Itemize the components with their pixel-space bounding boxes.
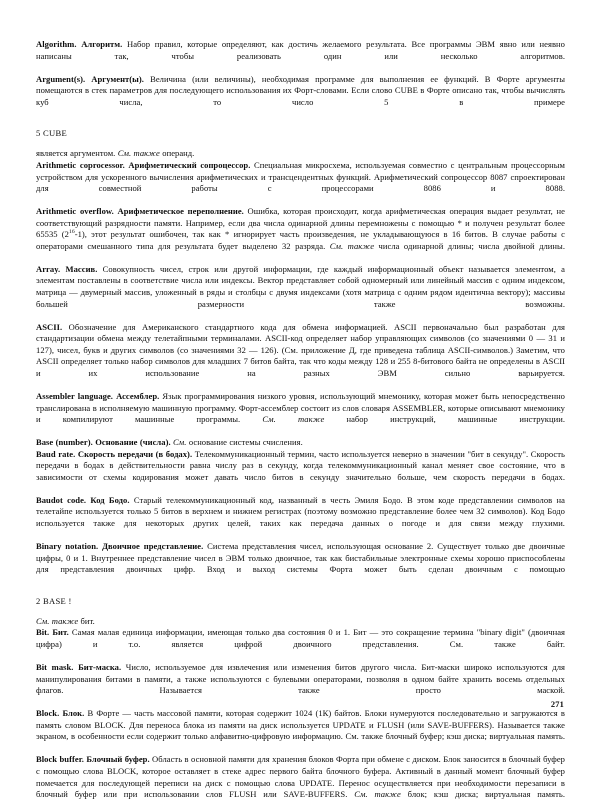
term-ru: Массив.	[65, 263, 98, 274]
see-also-label: См. также	[117, 148, 160, 159]
exponent: 16	[68, 229, 75, 236]
entry-body: Величина (или величины), необходимая программе для выполнения ее функций. В Форте аргументы помещаются в стек параметров для последующего использования их Форт-словами. Если слово CUBE в Форте описано так, чтобы вычислять куб числа, то число 5 в примере	[36, 73, 565, 107]
code-example-base: 2 BASE !	[36, 595, 72, 606]
term-en: Arithmetic coprocessor.	[36, 160, 125, 171]
entry-body: основание системы счисления.	[186, 437, 303, 448]
term-ru: Блочный буфер.	[86, 754, 150, 765]
term-en: Argument(s).	[36, 73, 86, 84]
see-also-ref	[262, 414, 324, 424]
glossary-entry-assembler-language	[36, 391, 565, 437]
term-ru: Блок.	[62, 708, 85, 719]
see-also-ref	[354, 789, 401, 799]
entry-body-part2: -1), этот результат ошибочен, так как * игнорирует часть произведения, не укладывающуюся в 16 битов. В случае работы с операторами смешанного типа для результата будет выделено 32 разряда.	[36, 229, 565, 251]
glossary-entry-arithmetic-coprocessor	[36, 160, 565, 206]
glossary-entry-binary-notation	[36, 541, 565, 587]
term-en: Assembler language.	[36, 390, 113, 401]
term-en: Baud rate.	[36, 448, 76, 459]
term-ru: Аргумент(ы).	[91, 73, 144, 84]
entry-body-post: бит.	[78, 615, 95, 626]
glossary-entry-arguments	[36, 74, 565, 120]
term-en: Array.	[36, 263, 61, 274]
entry-body: Самая малая единица информации, имеющая только два состояния 0 и 1. Бит — это сокращение термина "binary digit" (двоичная цифра) и т.о. является цифрой двоичного представления. См. также байт.	[36, 627, 565, 649]
see-also-label: См. также	[354, 789, 401, 800]
glossary-body	[36, 39, 565, 812]
term-en: Block.	[36, 708, 60, 719]
glossary-entry-bit	[36, 627, 565, 662]
glossary-entry-baudot-code	[36, 495, 565, 541]
term-en: Baudot code.	[36, 494, 87, 505]
glossary-entry-algorithm	[36, 39, 565, 74]
term-ru: Арифметическое переполнение.	[117, 206, 244, 217]
entry-body: Совокупность чисел, строк или другой информации, где каждый информационный объект называется элементом, а элементам поставлены в соответствие числа или индексы. Вектор представляет собой одномерный или линейный массив с одним индексом, матрица — двумерный массив, уложенный в ряды и столбцы с двумя индексами (хотя матрица с одним рядом идентична вектору); массивы большей размерности также возможны.	[36, 263, 565, 309]
term-ru: Двоичное представление.	[102, 541, 204, 552]
term-en: ASCII.	[36, 321, 63, 332]
entry-body: Телекоммуникационный термин, часто используется неверно в значении "бит в секунду". Скорость передачи в бодах в действительности равна числу раз в секунду, когда телекоммуникационный канал меняет свое состояние, что в зависимости от схемы кодирования может давать число битов в секунду значительно больше, чем скорость передачи в бодах.	[36, 448, 565, 482]
see-also-label: См.	[173, 437, 187, 448]
glossary-entry-baud-rate	[36, 449, 565, 495]
entry-body-part1: Область в основной памяти для хранения блоков Форта при обмене с диском. Блок заносится в блочный буфер с помощью слова BLOCK, которое оставляет в стеке адрес первого байта блочного буфера. Активный в данный момент блочный буфер помечается для последующей переписи на диск с помощью слова UPDATE. Перенос осуществляется при необходимости перезаписи в блочный буфер или при использовании слов FLUSH или SAVE-BUFFERS.	[36, 754, 565, 800]
glossary-entry-ascii	[36, 322, 565, 391]
entry-body-part3: числа одинарной длины; числа двойной длины.	[374, 240, 565, 251]
entry-body-pre: является аргументом.	[36, 148, 118, 159]
entry-body-part2: набор инструкций, машинные инструкции.	[324, 414, 565, 425]
entry-body-post: операнд.	[159, 148, 195, 159]
entry-body-part1: Язык программирования низкого уровня, использующий мнемонику, которая может быть непосредственно транслирована в исполняемую машинную программу. Форт-ассемблер состоит из слов словаря ASSEMBLER, которые описывают мнемонику и компилируют машинные программы.	[36, 390, 565, 425]
see-also-label: См. также	[262, 414, 325, 425]
term-en: Base (number).	[36, 437, 93, 448]
entry-body: В Форте — часть массовой памяти, которая содержит 1024 (1К) байтов. Блоки нумеруются последовательно и загружаются в память словом BLOCK. Для переноса блока из памяти на диск используется UPDATE и FLUSH (или SAVE-BUFFERS). Называется также экраном, в особенности если содержит только алфавитно-цифровую информацию. См. также блочный буфер; кэш диска; виртуальная память.	[36, 708, 565, 742]
glossary-entry-block-buffer	[36, 754, 565, 812]
glossary-entry-array	[36, 264, 565, 322]
term-en: Block buffer.	[36, 754, 84, 765]
glossary-entry-base-number	[36, 437, 565, 449]
entry-body: Обозначение для Американского стандартного кода для обмена информацией. ASCII первоначально был разработан для стандартизации обмена между телетайпными терминалами. ASCII-код определяет набор управляющих символов (со значениями 0 — 31 и 127), чисел, букв и других символов (со значениями 32 — 126). (См. приложение Д, где приведена таблица ASCII-символов.) Заметим, что ASCII определяет только набор символов для младших 7 битов байта, так что коды между 128 и 255 8-битового байта не определены в ASCII и их использование на разных ЭВМ сильно варьируется.	[36, 321, 565, 378]
see-also-ref	[36, 616, 78, 626]
term-en: Algorithm.	[36, 39, 77, 49]
term-ru: Скорость передачи (в бодах).	[77, 448, 193, 459]
glossary-entry-block	[36, 708, 565, 754]
see-also-ref	[173, 437, 186, 447]
term-ru: Ассемблер.	[116, 390, 160, 401]
page-number: 271	[550, 700, 564, 709]
entry-body: Набор правил, которые определяют, как достичь желаемого результата. Все программы ЭВМ явно или неявно написаны так, чтобы реализовать один или несколько алгоритмов.	[36, 39, 565, 61]
term-en: Bit mask.	[36, 662, 74, 673]
entry-body-part1: Ошибка, которая происходит, когда арифметическая операция выдает результат, не соответствующий разрядности памяти. Например, если два числа одинарной длины перемножены с помощью * и получен результат более 65535 (2	[36, 206, 565, 240]
glossary-entry-base-tail	[36, 616, 565, 628]
term-ru: Арифметический сопроцессор.	[128, 160, 251, 171]
term-ru: Код Бодо.	[90, 494, 130, 505]
glossary-entry-cube-tail	[36, 148, 565, 160]
term-ru: Алгоритм.	[81, 39, 123, 49]
entry-body: Специальная микросхема, используемая совместно с центральным процессорным устройством для ускоренного вычисления арифметических и трансцендентных функций. Арифметический сопроцессор 8087 спроектирован для совместной работы с процессорами 8086 и 8088.	[36, 160, 565, 194]
entry-body: Система представления чисел, использующая основание 2. Существует только две двоичные цифры, 0 и 1. Внутреннее представление чисел в ЭВМ только двоичное, так как бистабильные электронные схемы хорошо приспособлены для представления двоичных цифр. Вход и выход системы Форта может быть сделан двоичным с помощью	[36, 541, 565, 575]
term-ru: Бит-маска.	[78, 662, 122, 673]
term-ru: Основание (числа).	[95, 437, 171, 448]
see-also-ref	[330, 241, 374, 251]
term-ru: Бит.	[52, 627, 69, 638]
entry-body-part2: блок; кэш диска; виртуальная память.	[400, 789, 565, 800]
see-also-label: См. также	[36, 615, 79, 626]
glossary-entry-arithmetic-overflow	[36, 206, 565, 264]
code-example-cube: 5 CUBE	[36, 128, 68, 139]
term-en: Bit.	[36, 627, 50, 638]
term-en: Arithmetic overflow.	[36, 206, 114, 217]
see-also-ref	[118, 148, 160, 158]
entry-body: Число, используемое для извлечения или изменения битов другого числа. Бит-маски широко используются для манипулирования битами в памяти, а также используются с булевыми операторами, позволяя в одном байте хранить восемь отдельных флагов. Называется также просто маской.	[36, 662, 565, 696]
see-also-label: См. также	[329, 240, 375, 251]
term-en: Binary notation.	[36, 541, 99, 552]
entry-body: Старый телекоммуникационный код, названный в честь Эмиля Бодо. В этом коде представлении символов на телетайпе используется только 5 битов в верхнем и нижнем регистрах (поэтому возможно представление более чем 32 символов). Код Бодо используется также для некоторых других целей, таких как передача данных о погоде и для связи между глухими.	[36, 494, 565, 528]
glossary-entry-bit-mask	[36, 662, 565, 708]
